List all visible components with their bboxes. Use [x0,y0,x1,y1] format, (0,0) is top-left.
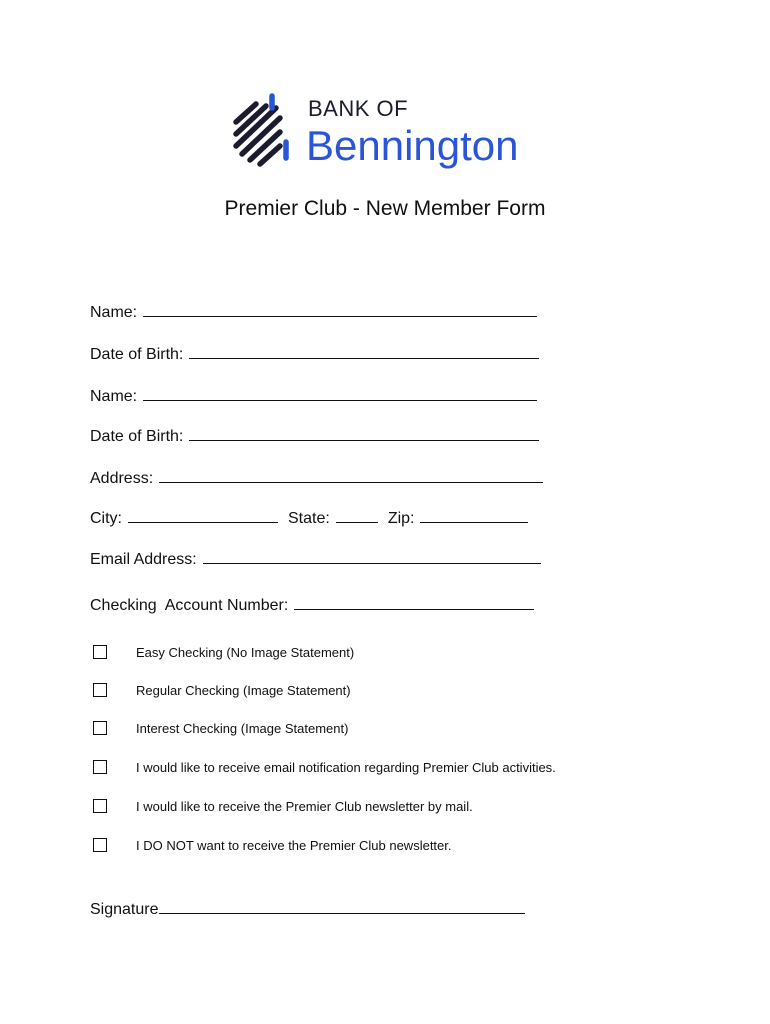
email-label: Email Address: [90,551,197,568]
checkbox-regular-checking[interactable] [93,683,107,697]
option-label: I would like to receive email notification regarding Premier Club activities. [136,760,556,775]
name-input-line[interactable] [143,302,537,317]
option-label: I would like to receive the Premier Club newsletter by mail. [136,799,473,814]
email-input-line[interactable] [203,549,541,564]
checkbox-interest-checking[interactable] [93,721,107,735]
city-input-line[interactable] [128,508,278,523]
logo-text-bank-of: BANK OF [308,96,409,121]
dob-input-line[interactable] [189,344,539,359]
logo-text-bennington: Bennington [306,122,519,169]
option-label: Interest Checking (Image Statement) [136,721,349,736]
option-label: Easy Checking (No Image Statement) [136,645,355,660]
address-field [90,468,543,488]
form-title: Premier Club - New Member Form [224,197,546,220]
name-label-2: Name: [90,388,138,405]
option-label: Regular Checking (Image Statement) [136,683,351,698]
name-field-1 [90,302,537,322]
checkbox-email-notification[interactable] [93,760,107,774]
bank-logo-mark-icon [232,92,302,172]
dob-field-2 [90,426,539,446]
dob-input-line-2[interactable] [189,426,539,441]
signature-label: Signature [90,901,159,918]
name-input-line-2[interactable] [143,386,537,401]
zip-input-line[interactable] [420,508,528,523]
checkbox-newsletter-mail[interactable] [93,799,107,813]
name-field-2 [90,386,537,406]
dob-label: Date of Birth: [90,346,184,363]
address-input-line[interactable] [159,468,543,483]
signature-input-line[interactable] [159,899,525,914]
bank-logo [232,92,552,180]
checkbox-easy-checking[interactable] [93,645,107,659]
state-input-line[interactable] [336,508,378,523]
name-label: Name: [90,304,138,321]
address-label: Address: [90,470,154,487]
city-label: City: [90,510,122,527]
email-field [90,549,541,569]
checking-account-field [90,595,534,615]
city-state-zip-row [90,508,528,528]
checkbox-no-newsletter[interactable] [93,838,107,852]
dob-field-1 [90,344,539,364]
state-label: State: [288,510,330,527]
zip-label: Zip: [387,510,415,527]
checking-account-label: Checking Account Number: [90,597,289,614]
signature-field [90,899,525,919]
dob-label-2: Date of Birth: [90,428,184,445]
checking-account-input-line[interactable] [294,595,534,610]
option-label: I DO NOT want to receive the Premier Club newsletter. [136,838,452,853]
